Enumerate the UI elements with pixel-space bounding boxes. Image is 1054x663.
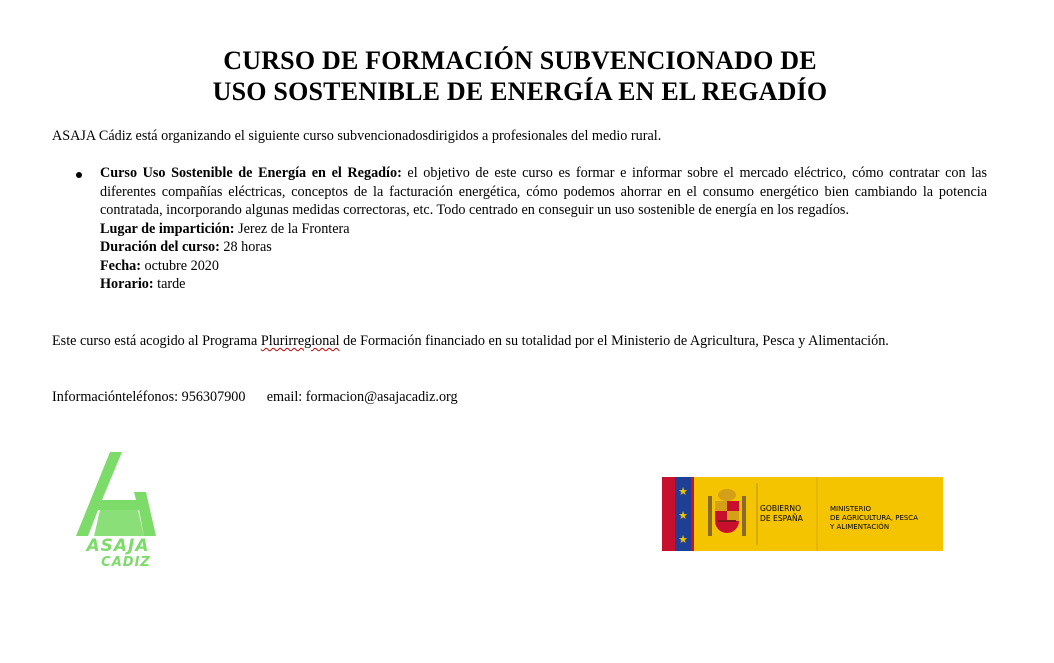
duration-row xyxy=(100,238,987,257)
gobierno-espana-logo xyxy=(662,477,943,551)
svg-text:★: ★ xyxy=(678,533,688,546)
title-line-2: USO SOSTENIBLE DE ENERGÍA EN EL REGADÍO xyxy=(212,77,828,106)
schedule-row xyxy=(100,275,987,294)
bullet-icon xyxy=(76,172,82,178)
intro-paragraph: ASAJA Cádiz está organizando el siguiente curso subvencionadosdirigidos a profesionales del medio rural. xyxy=(52,128,662,144)
duration-label: Duración del curso: xyxy=(100,239,220,255)
asaja-cadiz-logo xyxy=(74,452,164,568)
location-row xyxy=(100,220,987,239)
course-name: Curso Uso Sostenible de Energía en el Regadío: xyxy=(100,165,402,181)
svg-text:★: ★ xyxy=(678,509,688,522)
title-line-1: CURSO DE FORMACIÓN SUBVENCIONADO DE xyxy=(223,46,817,75)
asaja-logo-text: ASAJA xyxy=(86,536,150,556)
date-label: Fecha: xyxy=(100,257,141,274)
course-description-block xyxy=(100,164,987,220)
schedule-label: Horario: xyxy=(100,276,154,292)
eu-stars-icon xyxy=(678,485,688,546)
date-row xyxy=(100,257,987,276)
program-note xyxy=(52,332,987,351)
email-address: formacion@asajacadiz.org xyxy=(305,389,458,405)
gov-line-1: GOBIERNO xyxy=(760,504,802,513)
location-label: Lugar de impartición: xyxy=(100,220,235,237)
phone-label: Informaciónteléfonos: xyxy=(52,389,182,405)
course-item xyxy=(100,164,987,294)
ministry-line-2: DE AGRICULTURA, PESCA xyxy=(830,514,918,522)
course-description: el objetivo de este curso es formar e informar sobre el mercado eléctrico, cómo contratar con las diferentes compañías eléctricas, conceptos de la facturación energética, cómo podemos ahorrar en el consumo energético bien cambiando la potencia contratada, incorporando algunas medidas correctoras, etc. Todo centrado en conseguir un uso sostenible de energía en los regadíos. xyxy=(100,165,987,218)
ministry-line-1: MINISTERIO xyxy=(830,505,871,513)
schedule-value: tarde xyxy=(153,276,186,292)
email-label: email: xyxy=(266,389,306,405)
gov-line-2: DE ESPAÑA xyxy=(760,514,803,523)
ministry-line-3: Y ALIMENTACIÓN xyxy=(830,523,890,531)
program-note-end: de Formación financiado en su totalidad por el Ministerio de Agricultura, Pesca y Alimentación. xyxy=(339,333,889,349)
location-value: Jerez de la Frontera xyxy=(234,220,350,237)
svg-text:★: ★ xyxy=(678,485,688,498)
program-note-start: Este curso está acogido al Programa xyxy=(52,333,261,349)
contact-line xyxy=(52,388,987,407)
document-title xyxy=(0,45,1040,107)
date-value: octubre 2020 xyxy=(140,257,219,274)
duration-value: 28 horas xyxy=(219,239,272,255)
phone-number: 956307900 xyxy=(181,389,246,405)
cadiz-logo-text: CADIZ xyxy=(101,555,151,568)
spellcheck-word: Plurirregional xyxy=(260,333,340,349)
